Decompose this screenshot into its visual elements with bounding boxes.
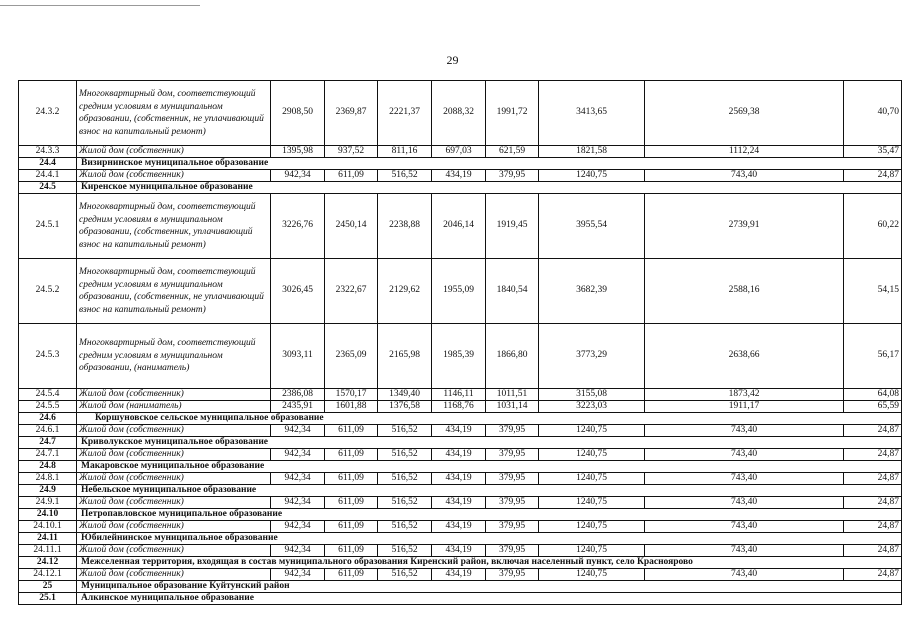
row-code: 24.5.2 [19,259,77,324]
cell-v2: 611,09 [325,449,378,461]
cell-v3: 516,52 [378,449,432,461]
cell-v3: 2165,98 [378,324,432,389]
row-housing-type: Многоквартирный дом, соответствующий средним условиям в муниципальном образовании, (собственник, уплачивающий взнос на капитальный ремонт) [77,194,271,259]
cell-v2: 611,09 [325,497,378,509]
cell-v4: 434,19 [432,449,486,461]
section-title: Небельское муниципальное образование [77,485,902,497]
section-code: 24.11 [19,533,77,545]
cell-v1: 942,34 [271,497,325,509]
section-title: Петропавловское муниципальное образование [77,509,902,521]
cell-v1: 942,34 [271,521,325,533]
table-row [19,449,902,461]
row-code: 24.10.1 [19,521,77,533]
row-housing-type: Жилой дом (собственник) [77,521,271,533]
cell-v7: 743,40 [645,425,844,437]
row-code: 24.7.1 [19,449,77,461]
cell-v8: 65,59 [844,401,902,413]
row-code: 24.9.1 [19,497,77,509]
row-housing-type: Многоквартирный дом, соответствующий средним условиям в муниципальном образовании, (собственник, не уплачивающий взнос на капитальный ремонт) [77,259,271,324]
cell-v6: 1240,75 [539,425,645,437]
cell-v6: 3682,39 [539,259,645,324]
cell-v4: 434,19 [432,545,486,557]
table-row [19,545,902,557]
cell-v4: 2046,14 [432,194,486,259]
cell-v7: 743,40 [645,569,844,581]
cell-v6: 1240,75 [539,449,645,461]
cell-v2: 1570,17 [325,389,378,401]
cell-v8: 24,87 [844,569,902,581]
cell-v5: 379,95 [486,497,539,509]
cell-v3: 1376,58 [378,401,432,413]
cell-v2: 1601,88 [325,401,378,413]
cell-v5: 1866,80 [486,324,539,389]
cell-v6: 3155,08 [539,389,645,401]
row-code: 24.12.1 [19,569,77,581]
cell-v1: 942,34 [271,545,325,557]
cell-v2: 611,09 [325,170,378,182]
table-row [19,146,902,158]
section-row [19,413,902,425]
cell-v5: 1011,51 [486,389,539,401]
row-code: 24.11.1 [19,545,77,557]
row-code: 24.3.2 [19,81,77,146]
cell-v8: 24,87 [844,497,902,509]
cell-v2: 2369,87 [325,81,378,146]
cell-v7: 1911,17 [645,401,844,413]
cell-v2: 611,09 [325,425,378,437]
cell-v6: 3223,03 [539,401,645,413]
section-row [19,533,902,545]
cell-v6: 3413,65 [539,81,645,146]
section-title: Киренское муниципальное образование [77,182,902,194]
cell-v3: 516,52 [378,545,432,557]
row-housing-type: Жилой дом (собственник) [77,389,271,401]
table-row [19,473,902,485]
cell-v2: 2365,09 [325,324,378,389]
cell-v3: 811,16 [378,146,432,158]
row-housing-type: Жилой дом (собственник) [77,146,271,158]
cell-v8: 60,22 [844,194,902,259]
cell-v8: 64,08 [844,389,902,401]
cell-v1: 942,34 [271,449,325,461]
cell-v2: 2450,14 [325,194,378,259]
cell-v5: 621,59 [486,146,539,158]
section-code: 24.9 [19,485,77,497]
cell-v4: 2088,32 [432,81,486,146]
row-housing-type: Жилой дом (собственник) [77,449,271,461]
cell-v1: 2435,91 [271,401,325,413]
section-code: 24.7 [19,437,77,449]
row-code: 24.5.1 [19,194,77,259]
cell-v1: 3026,45 [271,259,325,324]
section-row [19,485,902,497]
cell-v5: 1919,45 [486,194,539,259]
table-row [19,569,902,581]
table-row [19,170,902,182]
cell-v6: 1240,75 [539,521,645,533]
table-row [19,401,902,413]
cell-v7: 2638,66 [645,324,844,389]
row-housing-type: Жилой дом (собственник) [77,545,271,557]
cell-v7: 1112,24 [645,146,844,158]
cell-v4: 434,19 [432,497,486,509]
row-code: 24.5.4 [19,389,77,401]
cell-v2: 611,09 [325,473,378,485]
cell-v2: 611,09 [325,521,378,533]
row-code: 24.5.5 [19,401,77,413]
row-code: 24.8.1 [19,473,77,485]
cell-v1: 3226,76 [271,194,325,259]
cell-v5: 1031,14 [486,401,539,413]
cell-v4: 434,19 [432,170,486,182]
cell-v4: 1146,11 [432,389,486,401]
cell-v6: 1240,75 [539,497,645,509]
cell-v8: 24,87 [844,449,902,461]
cell-v7: 1873,42 [645,389,844,401]
cell-v1: 942,34 [271,473,325,485]
section-row [19,581,902,593]
cell-v7: 2588,16 [645,259,844,324]
cell-v5: 1840,54 [486,259,539,324]
cell-v6: 1240,75 [539,473,645,485]
section-code: 24.4 [19,158,77,170]
cell-v7: 2739,91 [645,194,844,259]
cell-v3: 1349,40 [378,389,432,401]
cell-v1: 2386,08 [271,389,325,401]
cell-v2: 611,09 [325,569,378,581]
section-code: 24.8 [19,461,77,473]
cell-v6: 1821,58 [539,146,645,158]
cell-v7: 743,40 [645,473,844,485]
cell-v3: 516,52 [378,170,432,182]
cell-v3: 2129,62 [378,259,432,324]
cell-v4: 434,19 [432,569,486,581]
cell-v5: 379,95 [486,170,539,182]
row-housing-type: Многоквартирный дом, соответствующий средним условиям в муниципальном образовании, (наниматель) [77,324,271,389]
cell-v4: 1985,39 [432,324,486,389]
cell-v2: 611,09 [325,545,378,557]
cell-v6: 1240,75 [539,569,645,581]
cell-v4: 1168,76 [432,401,486,413]
cell-v1: 3093,11 [271,324,325,389]
cell-v7: 743,40 [645,497,844,509]
cell-v7: 2569,38 [645,81,844,146]
row-code: 24.6.1 [19,425,77,437]
section-row [19,509,902,521]
cell-v5: 379,95 [486,545,539,557]
cell-v8: 24,87 [844,473,902,485]
cell-v6: 3955,54 [539,194,645,259]
cell-v4: 434,19 [432,473,486,485]
row-code: 24.3.3 [19,146,77,158]
cell-v6: 1240,75 [539,170,645,182]
scan-edge-line [0,5,200,6]
page-number: 29 [446,53,459,67]
cell-v3: 516,52 [378,521,432,533]
cell-v1: 942,34 [271,569,325,581]
cell-v7: 743,40 [645,449,844,461]
section-code: 25 [19,581,77,593]
cell-v8: 40,70 [844,81,902,146]
cell-v1: 1395,98 [271,146,325,158]
cell-v4: 434,19 [432,425,486,437]
section-row [19,182,902,194]
cell-v7: 743,40 [645,170,844,182]
table-row [19,389,902,401]
cell-v3: 2221,37 [378,81,432,146]
cell-v8: 56,17 [844,324,902,389]
cell-v5: 379,95 [486,473,539,485]
table-row [19,497,902,509]
section-row [19,158,902,170]
section-title: Коршуновское сельское муниципальное образование [77,413,902,425]
row-housing-type: Жилой дом (собственник) [77,170,271,182]
section-title: Криволукское муниципальное образование [77,437,902,449]
row-housing-type: Жилой дом (наниматель) [77,401,271,413]
section-title: Алкинское муниципальное образование [77,593,902,605]
cell-v8: 35,47 [844,146,902,158]
row-code: 24.5.3 [19,324,77,389]
cell-v4: 697,03 [432,146,486,158]
cell-v6: 3773,29 [539,324,645,389]
cell-v1: 942,34 [271,425,325,437]
table-row [19,324,902,389]
row-housing-type: Жилой дом (собственник) [77,569,271,581]
section-code: 24.12 [19,557,77,569]
section-row [19,461,902,473]
cell-v3: 516,52 [378,497,432,509]
row-housing-type: Жилой дом (собственник) [77,497,271,509]
cell-v5: 379,95 [486,425,539,437]
cell-v4: 1955,09 [432,259,486,324]
cell-v8: 24,87 [844,521,902,533]
cell-v1: 942,34 [271,170,325,182]
cell-v5: 379,95 [486,521,539,533]
row-housing-type: Жилой дом (собственник) [77,473,271,485]
cell-v5: 1991,72 [486,81,539,146]
cell-v8: 24,87 [844,545,902,557]
cell-v7: 743,40 [645,521,844,533]
section-row [19,437,902,449]
cell-v2: 937,52 [325,146,378,158]
table-body [19,81,902,605]
section-row [19,557,902,569]
cell-v7: 743,40 [645,545,844,557]
tariff-table [18,80,902,605]
section-code: 24.6 [19,413,77,425]
cell-v8: 54,15 [844,259,902,324]
cell-v1: 2908,50 [271,81,325,146]
cell-v3: 516,52 [378,569,432,581]
cell-v3: 516,52 [378,473,432,485]
section-code: 25.1 [19,593,77,605]
row-housing-type: Жилой дом (собственник) [77,425,271,437]
row-code: 24.4.1 [19,170,77,182]
section-code: 24.10 [19,509,77,521]
table-row [19,81,902,146]
table-row [19,194,902,259]
section-row [19,593,902,605]
cell-v5: 379,95 [486,569,539,581]
cell-v6: 1240,75 [539,545,645,557]
table-row [19,425,902,437]
cell-v5: 379,95 [486,449,539,461]
table-row [19,259,902,324]
row-housing-type: Многоквартирный дом, соответствующий средним условиям в муниципальном образовании, (собственник, не уплачивающий взнос на капитальный ремонт) [77,81,271,146]
cell-v8: 24,87 [844,425,902,437]
section-title: Межселенная территория, входящая в состав муниципального образования Киренский район, включая населенный пункт, село Красноярово [77,557,902,569]
cell-v3: 516,52 [378,425,432,437]
cell-v2: 2322,67 [325,259,378,324]
section-title: Визирнинское муниципальное образование [77,158,902,170]
cell-v4: 434,19 [432,521,486,533]
cell-v3: 2238,88 [378,194,432,259]
table-row [19,521,902,533]
section-title: Макаровское муниципальное образование [77,461,902,473]
section-code: 24.5 [19,182,77,194]
cell-v8: 24,87 [844,170,902,182]
section-title: Юбилейнинское муниципальное образование [77,533,902,545]
section-title: Муниципальное образование Куйтунский район [77,581,902,593]
